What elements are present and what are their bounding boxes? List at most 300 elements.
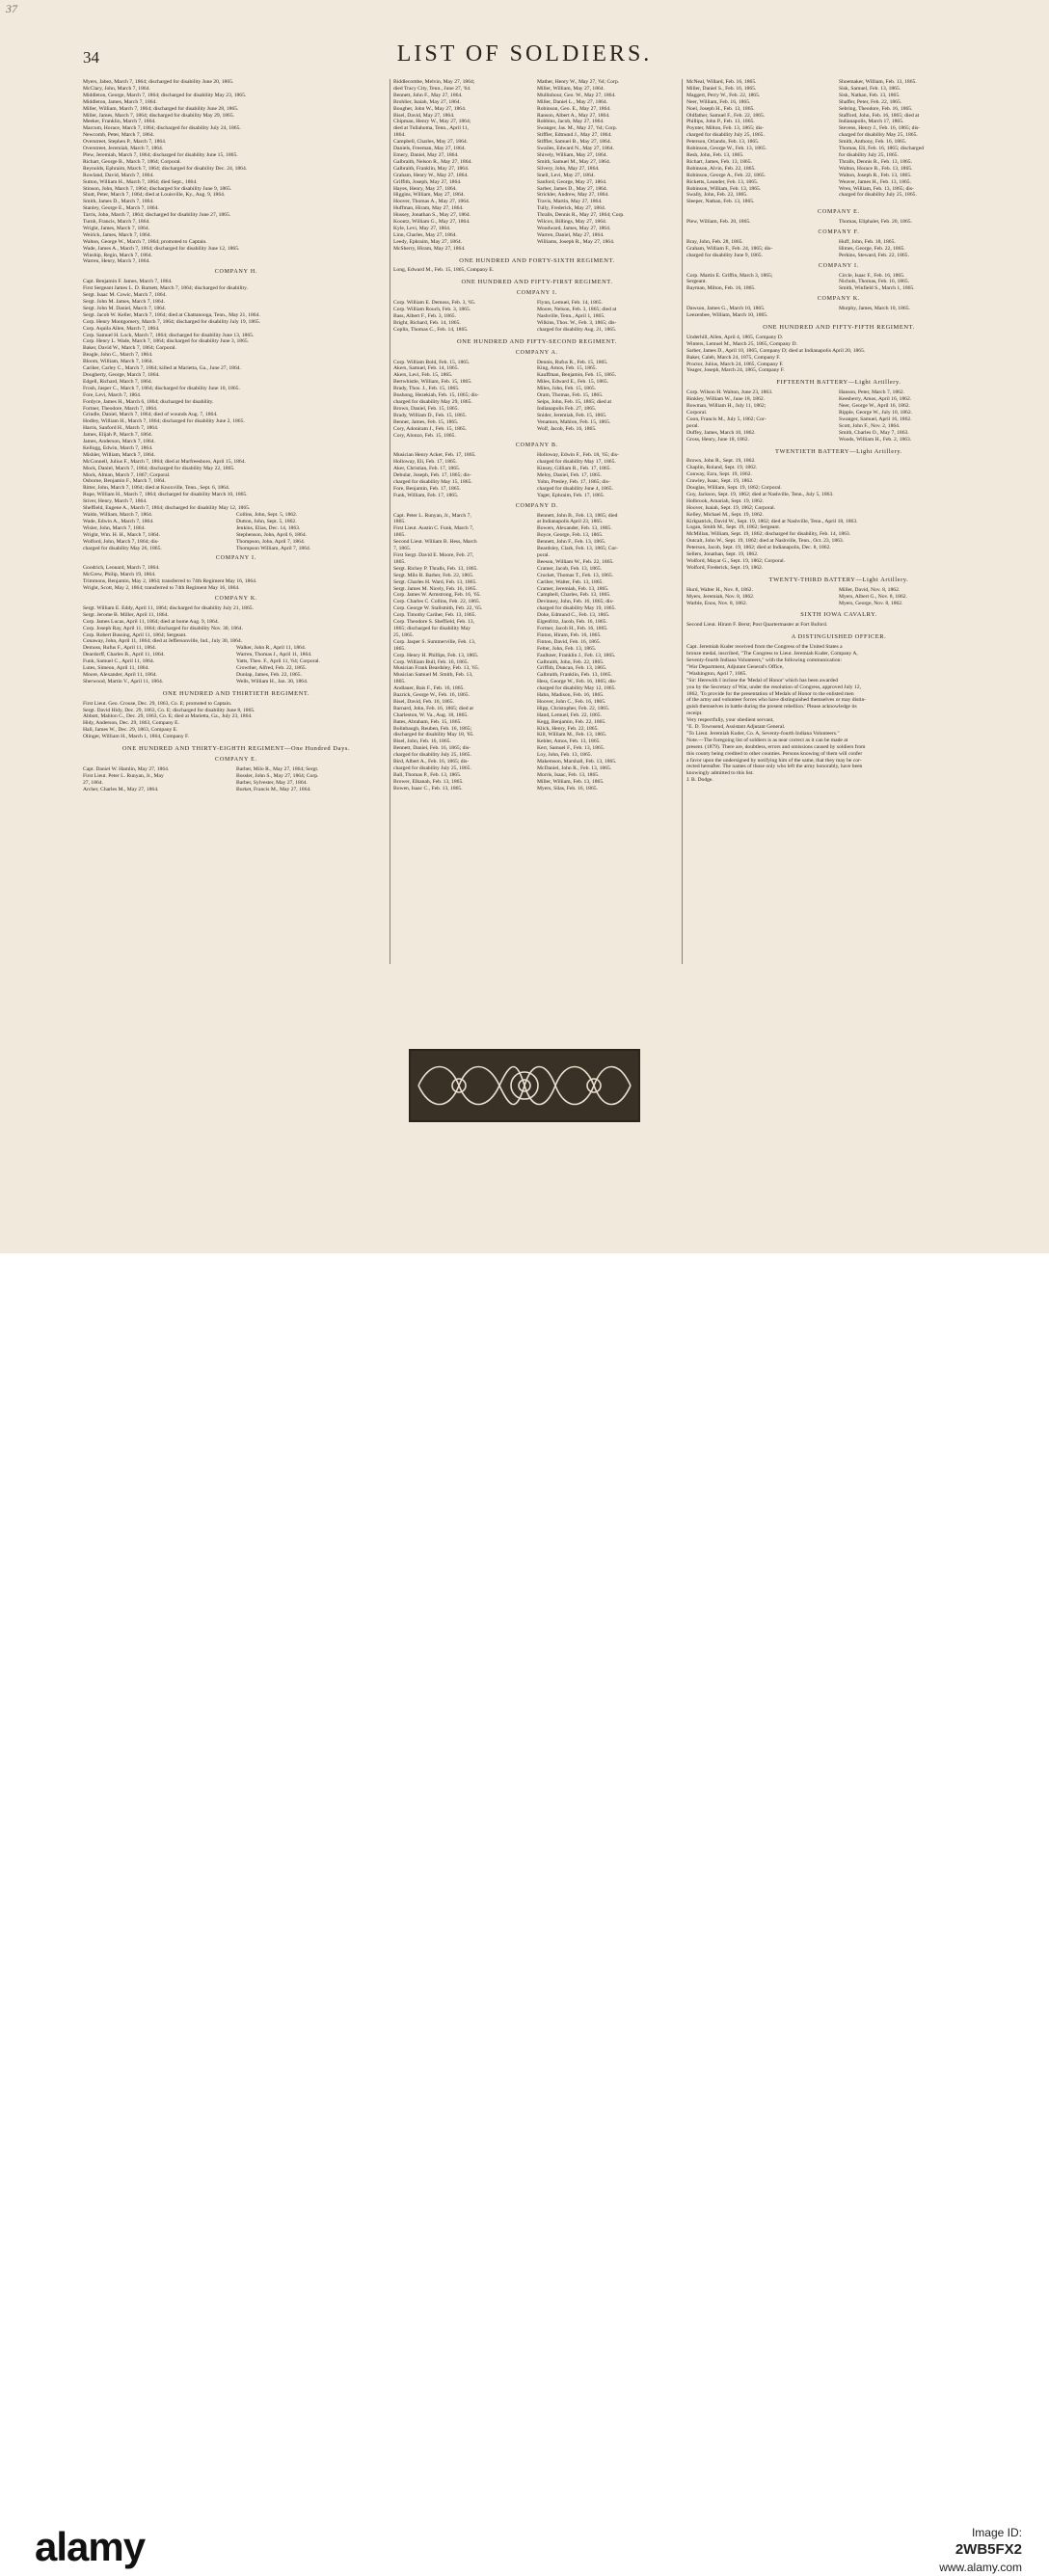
- entry-row: [686, 99, 991, 106]
- entry-line: Corp. Jasper S. Summerville, Feb. 13,: [393, 638, 476, 645]
- entry-line: Stanley, George E., March 7, 1864.: [83, 205, 159, 212]
- entry-line: Miles, John, Feb. 15, 1865.: [537, 386, 597, 392]
- entry-line: Corp. James W. Armstrong, Feb. 16, '65.: [393, 592, 481, 599]
- entry-line: Warren, Daniel, May 27, 1864.: [537, 231, 605, 238]
- entry-line: Myers, Silas, Feb. 16, 1865.: [537, 785, 598, 792]
- column-divider: [682, 79, 683, 964]
- entry-row: [83, 679, 390, 685]
- entry-row: [686, 119, 991, 125]
- entry-row: [83, 532, 390, 539]
- entry-line: Thomas, Eliphalet, Feb. 20, 1865.: [839, 219, 912, 226]
- entry-row: [393, 632, 681, 639]
- entry-row: [393, 525, 681, 532]
- entry-row: [393, 653, 681, 659]
- entry-line: Sleeper, Nathan, Feb. 13, 1865.: [686, 199, 755, 205]
- entry-line: Bisel, David, Feb. 16, 1865.: [393, 698, 454, 705]
- entry-line: Phillips, John P., Feb. 13, 1865.: [686, 119, 755, 125]
- column-2: [393, 79, 681, 792]
- entry-line: Corp. George W. Stallsmith, Feb. 22, '65.: [393, 605, 483, 612]
- entry-line: Hayes, Henry, May 27, 1864.: [393, 185, 457, 192]
- entry-line: Sisk, Nathan, Feb. 13, 1865.: [839, 92, 901, 98]
- brand-logo: alamy: [35, 2524, 146, 2569]
- entry-line: 1865.: [393, 645, 406, 652]
- entry-line: Brady, William D., Feb. 15, 1865.: [393, 412, 467, 418]
- entry-line: charged for disability July 25, 1865.: [393, 765, 471, 771]
- entry-line: for disability July 25, 1865.: [839, 151, 899, 158]
- entry-line: Stinson, John, March 7, 1864; discharged for disability June 9, 1865.: [83, 185, 232, 192]
- entry-line: charged for disability July 25, 1865.: [393, 752, 471, 759]
- entry-line: Kauffman, Benjamin, Feb. 15, 1865.: [537, 372, 617, 379]
- entry-line: Galbraith, Nelson R., May 27, 1864.: [393, 158, 472, 165]
- section-heading: COMPANY B.: [515, 443, 559, 449]
- entry-line: Corp. William Rouch, Feb. 3, 1865.: [393, 307, 471, 313]
- entry-line: Yohn, Presley, Feb. 17, 1865; dis-: [537, 478, 610, 485]
- entry-line: Thralls, Dennis R., May 27, 1864; Corp.: [537, 212, 625, 219]
- entry-row: [686, 219, 991, 226]
- entry-line: Wright, Scott, May 2, 1864; transferred to 74th Regiment May 16, 1864.: [83, 585, 240, 592]
- entry-line: Sellers, Jonathan, Sept. 19, 1862.: [686, 551, 759, 558]
- entry-row: [393, 639, 681, 646]
- entry-line: Bisel, John, Feb. 16, 1865.: [393, 738, 451, 745]
- entry-line: Corp. Wilson H. Walton, June 23, 1863.: [686, 389, 773, 396]
- entry-line: Moore, Alexander, April 11, 1864.: [83, 671, 157, 678]
- entry-line: Walton, Horace B., Feb. 13, 1865.: [839, 165, 913, 172]
- entry-line: Boyce, George, Feb. 13, 1865.: [537, 532, 604, 539]
- entry-line: Winters, Lemuel M., March 25, 1865, Company D.: [686, 340, 797, 347]
- entry-line: Wright, James, March 7, 1864.: [83, 225, 150, 231]
- column-3: [686, 79, 991, 784]
- entry-line: First Lieut. Geo. Crouse, Dec. 29, 1863, Co. E; promoted to Captain.: [83, 700, 232, 707]
- entry-line: Corp. Martin E. Griffin, March 3, 1865;: [686, 272, 773, 279]
- entry-line: Himes, George, Feb. 22, 1865.: [839, 245, 905, 252]
- section-heading: COMPANY I.: [818, 262, 860, 269]
- entry-row: [686, 86, 991, 93]
- entry-line: Mock, Daniel, March 7, 1864; discharged for disability May 22, 1865.: [83, 465, 235, 471]
- entry-row: [393, 119, 681, 125]
- entry-line: Swally, John, Feb. 22, 1865.: [686, 192, 748, 199]
- entry-line: charged for disability July 25, 1865.: [839, 192, 917, 199]
- entry-row: [393, 179, 681, 186]
- entry-line: Kegg, Benjamin, Feb. 22, 1865.: [537, 718, 606, 725]
- entry-line: Felter, John, Feb. 13, 1865.: [537, 645, 597, 652]
- entry-row: [393, 379, 681, 386]
- entry-line: Newcomb, Peter, March 7, 1864.: [83, 132, 155, 139]
- entry-line: Sergt. Richey P. Thralls, Feb. 13, 1865.: [393, 565, 478, 572]
- entry-line: Cory, Alonzo, Feb. 15, 1865.: [393, 432, 456, 439]
- section-heading: COMPANY F.: [818, 229, 860, 236]
- entry-line: Jenkins, Elias, Dec. 14, 1863.: [236, 524, 301, 531]
- entry-line: Musician Frank Beardsley, Feb. 13, '65.: [393, 665, 480, 672]
- entry-line: Higgins, William, May 27, 1864.: [393, 192, 465, 199]
- entry-line: charged for disability June 9, 1865.: [686, 252, 763, 258]
- section-heading: ONE HUNDRED AND FORTY-SIXTH REGIMENT.: [459, 256, 615, 264]
- entry-line: Weaver, James H., Feb. 13, 1865.: [839, 178, 911, 185]
- entry-row: [393, 413, 681, 419]
- entry-line: Andlauer, Bais F., Feb. 16, 1865.: [393, 685, 465, 692]
- entry-row: [686, 306, 991, 312]
- entry-line: Hahn, Madison, Feb. 16, 1865.: [537, 692, 605, 699]
- entry-row: [686, 239, 991, 246]
- entry-row: [686, 437, 991, 443]
- entry-row: [393, 327, 681, 334]
- entry-line: Sarber, James D., April 10, 1865, Company D; died at Indianapolis April 20, 1865.: [686, 347, 866, 354]
- entry-line: Outcalt, John W., Sept. 19, 1862; died at Nashville, Tenn., Oct. 23, 1863.: [686, 538, 845, 545]
- entry-line: Strickler, Andrew, May 27, 1864.: [537, 192, 609, 199]
- entry-line: Charleston, W. Va., Aug. 18, 1865.: [393, 711, 469, 718]
- entry-line: Finton, Hiram, Feb. 16, 1865.: [537, 631, 602, 638]
- entry-line: Middleton, James, March 7, 1864.: [83, 98, 157, 105]
- entry-line: Capt. Jeremiah Kuder received from the Congress of the United States a: [686, 644, 843, 651]
- entry-row: [686, 285, 991, 292]
- entry-line: Wolford, John, March 7, 1864; dis-: [83, 538, 159, 545]
- entry-line: charged for disability May 19, 1865.: [537, 605, 616, 612]
- entry-line: Musician Henry Acker, Feb. 17, 1865.: [393, 452, 476, 459]
- entry-line: Peterson, Orlando, Feb. 13, 1865.: [686, 139, 760, 146]
- entry-line: Resh, John, Feb. 13, 1865.: [686, 151, 744, 158]
- entry-line: Burket, Francis M., May 27, 1864.: [236, 786, 311, 792]
- entry-line: Warren, Thomas J., April 11, 1864.: [236, 652, 312, 658]
- entry-line: Note.—The foregoing list of soldiers is as near correct as it can be made at: [686, 737, 848, 743]
- section-heading: ONE HUNDRED AND FIFTY-FIRST REGIMENT.: [461, 279, 613, 286]
- entry-line: Benner, James, Feb. 15, 1865.: [393, 418, 459, 425]
- entry-line: rected hereafter. The names of those only who left the army honorably, have been: [686, 764, 863, 770]
- entry-row: [686, 93, 991, 99]
- entry-line: Robinson, William, Feb. 13, 1865.: [686, 185, 762, 192]
- entry-line: Hess, George W., Feb. 16, 1865; dis-: [537, 679, 617, 685]
- entry-row: [393, 672, 681, 679]
- entry-row: [393, 706, 681, 712]
- entry-row: [393, 399, 681, 406]
- entry-row: [686, 79, 991, 86]
- entry-line: Woodward, James, May 27, 1864.: [537, 225, 611, 231]
- entry-line: Conway, Ezra, Sept. 19, 1862.: [686, 471, 752, 478]
- entry-row: [393, 559, 681, 566]
- entry-line: Oram, Thomas, Feb. 15, 1865.: [537, 392, 604, 399]
- entry-line: Reynolds, Ephraim, March 7, 1864; discharged for disability Dec. 24, 1864.: [83, 165, 248, 172]
- entry-line: charged for disability May 12, 1865.: [537, 685, 616, 692]
- entry-line: Bright, Richard, Feb. 14, 1865.: [393, 319, 461, 326]
- entry-line: Walker, John R., April 11, 1864.: [236, 645, 307, 652]
- entry-line: Doke, Edmund C., Feb. 13, 1865.: [537, 612, 610, 619]
- entry-row: [83, 672, 390, 679]
- entry-line: Overstreet, Jeremiah, March 7, 1864.: [83, 146, 164, 152]
- entry-line: Brown, John R., Sept. 19, 1862.: [686, 458, 756, 465]
- entry-line: Binkley, William W., June 18, 1862.: [686, 396, 766, 403]
- entry-line: Emery, Daniel, May 27, 1864.: [393, 151, 459, 158]
- entry-row: [393, 86, 681, 93]
- entry-row: [686, 139, 991, 146]
- entry-line: Wolf, Jacob, Feb. 16, 1865.: [537, 425, 597, 432]
- entry-line: Chaplin, Roland, Sept. 19, 1862.: [686, 465, 758, 471]
- entry-line: Graham, Henry W., May 27, 1864.: [393, 172, 469, 178]
- entry-row: [393, 772, 681, 779]
- entry-line: Linn, Charles, May 27, 1864.: [393, 231, 457, 238]
- entry-line: Smith, Charles O., May 7, 1863.: [839, 429, 909, 436]
- entry-row: [686, 173, 991, 179]
- section-heading: A DISTINGUISHED OFFICER.: [791, 633, 887, 641]
- entry-row: [83, 780, 390, 787]
- entry-line: Yeager, Joseph, March 24, 1865, Company F.: [686, 367, 785, 374]
- entry-line: Brower, Elkanah, Feb. 13, 1865.: [393, 778, 464, 785]
- entry-line: Yatts, Theo. F., April 11, '64; Corporal.: [236, 658, 321, 665]
- entry-line: Myers, George, Nov. 8, 1862.: [839, 600, 903, 606]
- entry-line: Rupe, William H., March 7, 1864; discharged for disability March 10, 1865.: [83, 492, 248, 498]
- entry-line: Makemson, Marshall, Feb. 13, 1865.: [537, 759, 617, 765]
- entry-line: Coplin, Thomas C., Feb. 14, 1865.: [393, 326, 469, 333]
- entry-row: [393, 619, 681, 626]
- decorative-ornament: [409, 1049, 640, 1122]
- image-id-label: Image ID:: [971, 2526, 1022, 2539]
- entry-row: [83, 787, 390, 793]
- entry-line: Goodrich, Leonard, March 7, 1864.: [83, 565, 160, 572]
- entry-line: "E. D. Townsend, Assistant Adjutant General.: [686, 724, 786, 731]
- entry-row: [686, 146, 991, 152]
- entry-line: Ranson, Albert A., May 27, 1864.: [537, 112, 610, 119]
- entry-row: [686, 253, 991, 259]
- entry-line: Sisk, Samuel, Feb. 13, 1865.: [839, 85, 901, 92]
- entry-row: [393, 752, 681, 759]
- entry-row: [393, 692, 681, 699]
- entry-row: [393, 712, 681, 719]
- entry-line: Weirick, James, March 7, 1864.: [83, 231, 152, 238]
- entry-row: [393, 665, 681, 672]
- entry-line: this county being credited to other counties. Persons knowing of them will confer: [686, 750, 863, 757]
- entry-line: Corp. Timothy Cariher, Feb. 13, 1865.: [393, 612, 476, 619]
- entry-row: [393, 472, 681, 479]
- entry-line: Sarber, James D., May 27, 1864.: [537, 185, 608, 192]
- entry-line: Hussey, Jonathan S., May 27, 1864.: [393, 212, 471, 219]
- entry-line: bronze medal, inscribed, "The Congress to Lieut. Jeremiah Kuder, Company A,: [686, 651, 858, 657]
- entry-row: [393, 186, 681, 193]
- entry-row: [393, 313, 681, 320]
- entry-line: Snider, Jeremiah, Feb. 15, 1865.: [537, 412, 607, 418]
- entry-line: Guy, Jackson, Sept. 19, 1862; died at Nashville, Tenn., July 5, 1863.: [686, 491, 834, 497]
- entry-row: [393, 106, 681, 113]
- column-1: [83, 79, 390, 793]
- entry-line: Bowen, Isaac C., Feb. 13, 1865.: [393, 785, 463, 792]
- entry-line: Bates, Abraham, Feb. 15, 1865.: [393, 718, 462, 725]
- entry-line: Gross, Henry, June 18, 1862.: [686, 436, 749, 443]
- entry-line: Seventy-fourth Indiana Volunteers," with the following communication:: [686, 657, 843, 663]
- entry-line: charged for disability Aug. 21, 1865.: [537, 326, 617, 333]
- entry-line: Cramer, Jacob, Feb. 13, 1865.: [537, 565, 603, 572]
- entry-row: [393, 646, 681, 653]
- entry-line: Galbraith, Franklin, May 27, 1864.: [393, 165, 470, 172]
- entry-row: [83, 766, 390, 773]
- entry-line: Chipman, Henry W., May 27, 1864;: [393, 119, 471, 125]
- entry-line: Sutton, William H., March 7, 1864; died Sept., 1864.: [83, 178, 198, 185]
- watermark-footer: [0, 1253, 1049, 2574]
- entry-line: Cariher, Walter, Feb. 13, 1865.: [537, 578, 604, 585]
- entry-line: Bolinbaugh, Reuben, Feb. 16, 1865;: [393, 725, 472, 732]
- entry-line: Thomas, Eli, Feb. 16, 1865; discharged: [839, 146, 924, 152]
- entry-line: Venamon, Mahlon, Feb. 15, 1865.: [537, 418, 611, 425]
- entry-line: Wade, James A., March 7, 1864; discharged for disability June 12, 1865.: [83, 245, 240, 252]
- entry-line: Beagle, John C., March 7, 1864.: [83, 352, 153, 359]
- entry-row: [393, 386, 681, 392]
- entry-line: Sanford, George, May 27, 1864.: [537, 178, 607, 185]
- entry-line: Bennett, John F., Feb. 13, 1865.: [537, 539, 606, 546]
- entry-row: [393, 93, 681, 99]
- entry-row: [83, 546, 390, 552]
- entry-row: [686, 587, 991, 594]
- entry-line: Hanson, Peter, March 7, 1862.: [839, 389, 905, 396]
- entry-line: Plew, William, Feb. 20, 1865.: [686, 219, 751, 226]
- entry-line: Hidy, Anderson, Dec. 29, 1863, Company E.: [83, 720, 180, 727]
- entry-line: Tarris, John, March 7, 1864; discharged for disability June 27, 1865.: [83, 212, 231, 219]
- page-title: LIST OF SOLDIERS.: [396, 41, 653, 67]
- entry-line: present. (1879). There are, doubtless, errors and omissions caused by soldiers from: [686, 743, 866, 750]
- section-heading: TWENTIETH BATTERY—Light Artillery.: [775, 447, 902, 455]
- entry-row: [686, 273, 991, 280]
- entry-line: Holloway, Eli, Feb. 17, 1865.: [393, 459, 457, 466]
- entry-row: [393, 419, 681, 426]
- entry-row: [393, 765, 681, 772]
- entry-line: Sergeant.: [686, 279, 707, 285]
- entry-line: Stevens, Henry J., Feb. 16, 1865; dis-: [839, 125, 921, 132]
- entry-line: Wells, William H., Jan. 30, 1864.: [236, 678, 309, 684]
- entry-line: Hall, James W., Dec. 29, 1863, Company E.: [83, 727, 178, 734]
- entry-line: First Lieut. Peter L. Runyan, Jr., May: [83, 772, 164, 779]
- entry-line: McSherry, Hiram, May 27, 1864.: [393, 245, 466, 252]
- entry-line: McGrew, Philip, March 19, 1864.: [83, 572, 156, 578]
- entry-line: Robinson, George A., Feb. 22, 1865.: [686, 172, 767, 178]
- entry-line: Frosh, Jasper C., March 7, 1864; discharged for disability June 10, 1865.: [83, 385, 240, 391]
- entry-line: Stiffler, Edmund J., May 27, 1864.: [537, 132, 612, 139]
- entry-line: Sergt. Jacob W. Keller, March 7, 1864; died at Chattanooga, Tenn., May 21, 1864.: [83, 311, 260, 318]
- entry-row: [393, 586, 681, 593]
- entry-line: of the army and volunteer forces who have distinguished themselves or may distin-: [686, 697, 867, 704]
- entry-line: Sergt. Isaac M. Cowic, March 7, 1864.: [83, 292, 167, 299]
- entry-line: Douglas, William, Sept. 19, 1862; Corporal.: [686, 485, 782, 492]
- entry-line: Marcum, Horace, March 7, 1864; discharged for disability July 24, 1865.: [83, 125, 241, 132]
- entry-line: Wisler, John, March 7, 1864.: [83, 524, 146, 531]
- entry-line: Wolford, Mayar G., Sept. 19, 1862; Corporal.: [686, 558, 786, 564]
- entry-line: Shaffer, Peter, Feb. 22, 1865.: [839, 98, 902, 105]
- entry-line: Huffman, Hiram, May 27, 1864.: [393, 205, 464, 212]
- entry-line: Bougher, John W., May 27, 1864.: [393, 105, 467, 112]
- entry-line: Wren, William, Feb. 13, 1865; dis-: [839, 185, 914, 192]
- entry-line: Hoover, Thomas A., May 27, 1864.: [393, 199, 471, 205]
- entry-row: [83, 539, 390, 546]
- entry-line: Circle, Isaac F., Feb. 16, 1865.: [839, 272, 905, 279]
- entry-line: Holloway, Edwin F., Feb. 18, '65; dis-: [537, 452, 619, 459]
- section-heading: COMPANY I.: [215, 555, 257, 562]
- entry-line: First Sergeant James L. D. Barnett, March 7, 1864; discharged for disability.: [83, 285, 248, 292]
- entry-row: [393, 406, 681, 413]
- entry-line: [537, 246, 681, 253]
- entry-line: Graham, William F., Feb. 24, 1865; dis-: [686, 245, 773, 252]
- entry-line: Meeker, Franklin, March 7, 1864.: [83, 119, 156, 125]
- entry-line: Baker, David W., March 7, 1864; Corporal.: [83, 345, 176, 352]
- entry-line: Stephenson, John, April 6, 1864.: [236, 531, 308, 538]
- entry-line: Plew, Jeremiah, March 7, 1864; discharged for disability June 15, 1865.: [83, 151, 238, 158]
- entry-line: Crocket, Thomas T., Feb. 13, 1865.: [537, 572, 614, 578]
- entry-line: guish themselves in battle during the present rebellion.' Please acknowledge its: [686, 704, 857, 711]
- entry-row: [393, 605, 681, 612]
- entry-line: McDaniel, John R., Feb. 13, 1865.: [537, 765, 612, 771]
- entry-line: First Sergt. David E. Moore, Feb. 27,: [393, 552, 474, 558]
- entry-row: [686, 199, 991, 205]
- entry-row: [686, 396, 991, 403]
- entry-line: Dennis, Rufus R., Feb. 15, 1865.: [537, 359, 608, 365]
- entry-line: Bowman, William H., July 11, 1862;: [686, 403, 767, 410]
- entry-line: Swanger, Samuel, April 16, 1862.: [839, 416, 912, 422]
- entry-line: Kelley, Michael M., Sept. 19, 1862.: [686, 511, 764, 518]
- entry-row: [393, 759, 681, 765]
- entry-line: discharged for disability May 18, '65.: [393, 732, 474, 738]
- image-id-block: [939, 2524, 1022, 2576]
- entry-line: Stafford, John, Feb. 16, 1865; died at: [839, 112, 920, 119]
- entry-line: Finton, David, Feb. 16, 1865.: [537, 638, 602, 645]
- entry-line: Wilcox, Billings, May 27, 1864.: [537, 219, 607, 226]
- entry-line: Olinger, William H., March 1, 1864, Company F.: [83, 734, 190, 740]
- section-heading: COMPANY E.: [818, 209, 860, 216]
- entry-line: Yager, Ephraim, Feb. 17, 1865.: [537, 492, 605, 498]
- entry-line: Bertwhistle, William, Feb. 15, 1865.: [393, 379, 472, 386]
- margin-note: 37: [6, 2, 17, 15]
- entry-line: Corp. Henry Montgomery, March 7, 1864; discharged for disability July 19, 1865.: [83, 318, 261, 325]
- entry-row: [686, 594, 991, 601]
- entry-line: Biddlecombe, Melvin, May 27, 1864;: [393, 79, 475, 85]
- entry-row: [686, 179, 991, 186]
- entry-row: [393, 546, 681, 552]
- entry-row: [393, 246, 681, 253]
- entry-line: "Washington, April 7, 1865.: [686, 670, 747, 677]
- entry-line: Baker, Caleb, March 24, 1875, Company F.: [686, 354, 781, 361]
- entry-line: Miller, William, May 27, 1864.: [537, 85, 605, 92]
- entry-line: Travis, Martin, May 27, 1864.: [537, 199, 603, 205]
- entry-line: Stiver, Henry, March 7, 1864.: [83, 498, 148, 505]
- entry-line: Grindle, Daniel, March 7, 1864; died of wounds Aug. 7, 1864.: [83, 412, 218, 418]
- entry-line: Kellogg, Edwin, March 7, 1864.: [83, 444, 153, 451]
- entry-row: [686, 430, 991, 437]
- entry-line: Myers, Jeremiah, Nov. 8, 1862.: [686, 593, 755, 600]
- entry-line: Thompson William, April 7, 1864.: [236, 545, 311, 551]
- entry-row: [393, 300, 681, 307]
- entry-line: Bossler, John S., May 27, 1864; Corp.: [236, 772, 319, 779]
- section-heading: ONE HUNDRED AND FIFTY-FIFTH REGIMENT.: [763, 324, 915, 331]
- entry-line: Corp. William Bull, Feb. 16, 1865.: [393, 658, 469, 665]
- entry-line: Corp. Joseph Ray, April 11, 1864; discharged for disability Nov. 30, 1864.: [83, 625, 243, 631]
- entry-row: [393, 732, 681, 738]
- entry-row: [83, 652, 390, 658]
- entry-line: Swailes, Edward N., May 27, 1864.: [537, 146, 614, 152]
- entry-row: [393, 579, 681, 586]
- entry-line: Cramer, Jeremiah, Feb. 13, 1865.: [537, 585, 609, 592]
- entry-line: Sergt. Charles H. Ward, Feb. 13, 1865.: [393, 578, 477, 585]
- entry-row: [393, 146, 681, 152]
- entry-line: Noel, Joseph H., Feb. 13, 1865.: [686, 105, 755, 112]
- entry-line: First Lieut. Austin C. Funk, March 7,: [393, 525, 474, 532]
- entry-line: 27, 1864.: [83, 779, 103, 786]
- section-heading: COMPANY H.: [214, 269, 258, 276]
- entry-line: Ball, Thomas P., Feb. 13, 1865.: [393, 771, 462, 778]
- entry-line: Robinson, George W., Feb. 13, 1865.: [686, 146, 767, 152]
- entry-line: McMillan, William, Sept. 19, 1862; discharged for disability, Feb. 14, 1863.: [686, 531, 851, 538]
- entry-row: [393, 573, 681, 579]
- entry-line: McClary, John, March 7, 1864.: [83, 85, 150, 92]
- entry-line: McNeal, Willard, Feb. 16, 1865.: [686, 79, 757, 85]
- entry-line: Bushong, Hezekiah, Feb. 15, 1865; dis-: [393, 392, 479, 399]
- entry-line: Edgell, Richard, March 7, 1864.: [83, 378, 153, 385]
- entry-line: Koontz, William G., May 27, 1864.: [393, 219, 471, 226]
- entry-line: Duffey, James, March 10, 1862.: [686, 429, 756, 436]
- entry-row: [686, 159, 991, 166]
- entry-line: Devinney, John, Feb. 16, 1865; dis-: [537, 599, 614, 605]
- entry-line: Miles, Edward E., Feb. 15, 1865.: [537, 379, 609, 386]
- entry-line: Bayman, Milton, Feb. 16, 1865.: [686, 285, 756, 292]
